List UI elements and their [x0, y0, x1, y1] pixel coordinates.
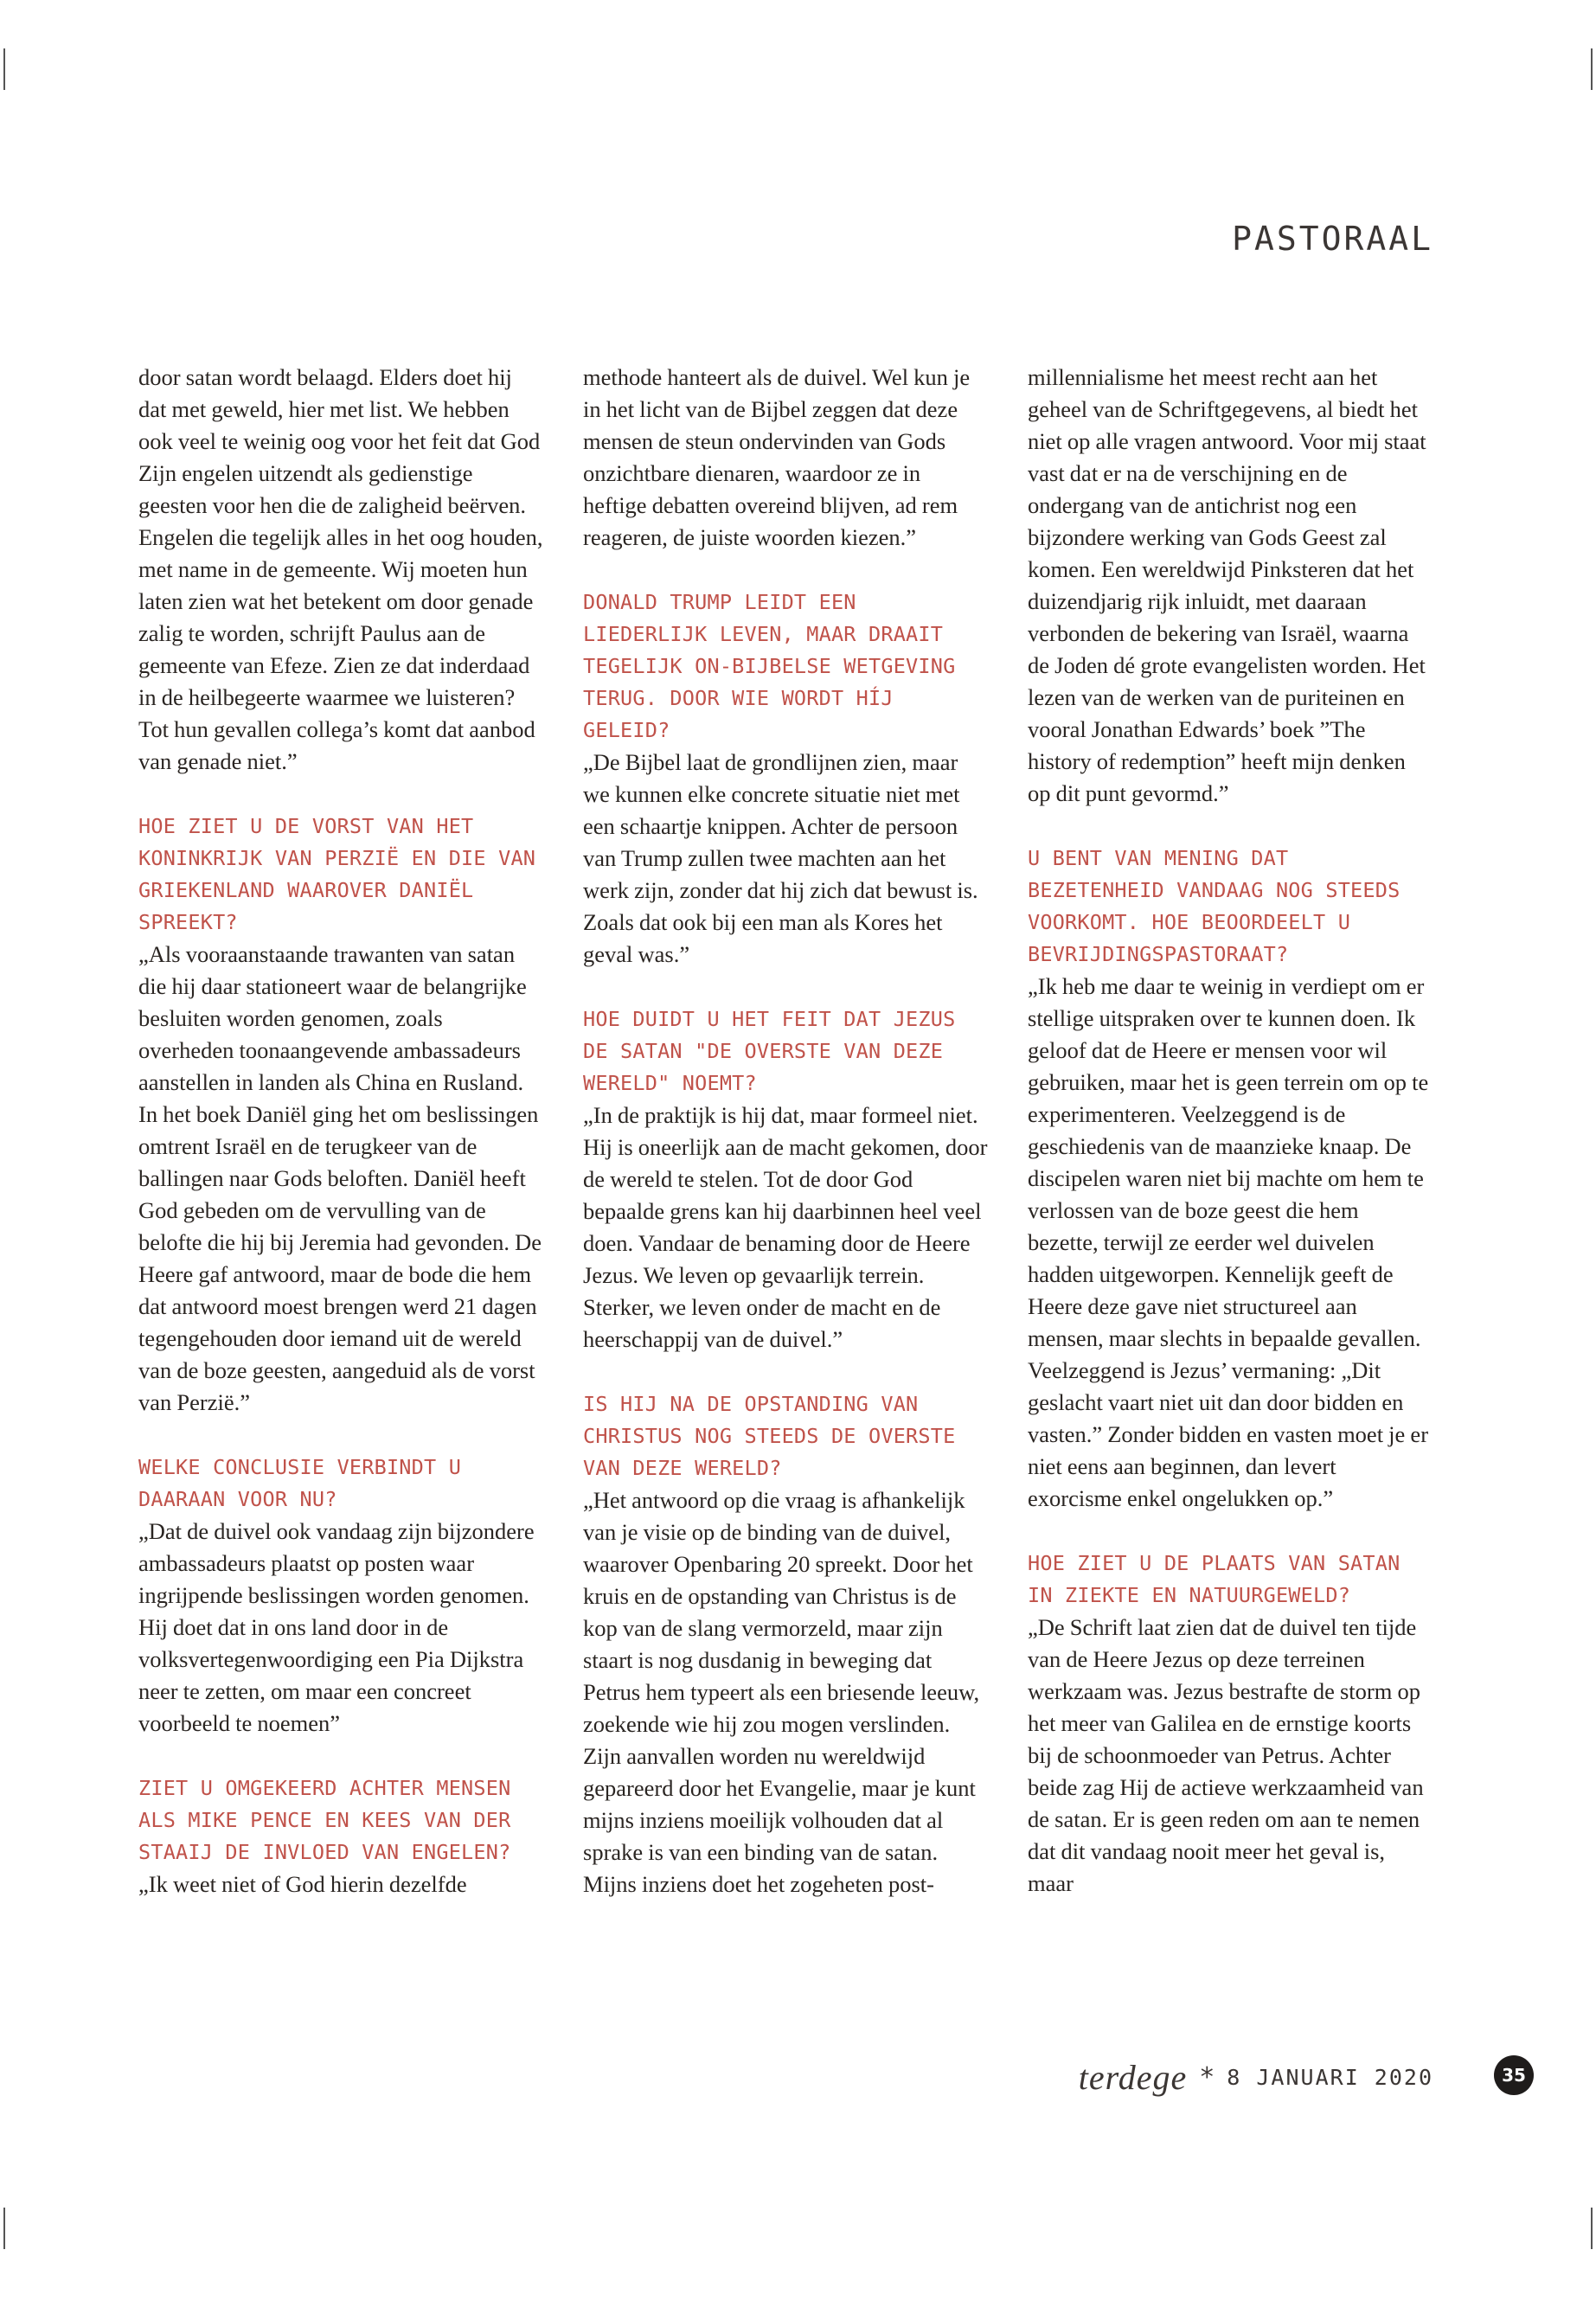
interview-question: U BENT VAN MENING DAT BEZETENHEID VANDAAG NOG STEEDS VOORKOMT. HOE BEOORDEELT U BEVRIJDINGSPASTORAAT?: [1028, 846, 1401, 966]
body-paragraph: door satan wordt belaagd. Elders doet hij dat met geweld, hier met list. We hebben ook veel te weinig oog voor het feit dat God Zijn engelen uitzendt als gedienstige geesten voor hen die de zaligheid beërven. Engelen die tegelijk alles in het oog houden, met name in de gemeente. Wij moeten hun laten zien wat het betekent om door genade zalig te worden, schrijft Paulus aan de gemeente van Efeze. Zien ze dat inderdaad in de heilbegeerte waarmee we luisteren? Tot hun gevallen collega’s komt dat aanbod van genade niet.”: [138, 364, 543, 774]
page-number: 35: [1494, 2055, 1534, 2095]
body-paragraph: „In de praktijk is hij dat, maar formeel niet. Hij is oneerlijk aan de macht gekomen, door de wereld te stelen. Tot de door God bepaalde grens kan hij daarbinnen heel veel doen. Vandaar de benaming door de Heere Jezus. We leven op gevaarlijk terrein. Sterker, we leven onder de macht en de heerschappij van de duivel.”: [583, 1102, 988, 1352]
body-paragraph: „Het antwoord op die vraag is afhankelijk van je visie op de binding van de duivel, waarover Openbaring 20 spreekt. Door het kruis en de opstanding van Christus is de kop van de slang vermorzeld, maar zijn staart is nog dusdanig in beweging dat Petrus hem typeert als een briesende leeuw, zoekende wie hij zou mogen verslinden. Zijn aanvallen worden nu wereldwijd gepareerd door het Evangelie, maar je kunt mijns inziens moeilijk volhouden dat al sprake is van een binding van de satan. Mijns inziens doet het zogeheten post-: [583, 1487, 980, 1897]
magazine-logo: terdege: [1078, 2058, 1188, 2097]
section-label: PASTORAAL: [1232, 220, 1433, 258]
body-paragraph: „De Schrift laat zien dat de duivel ten tijde van de Heere Jezus op deze terreinen werkzaam was. Jezus bestrafte de storm op het meer van Galilea en de ernstige koorts bij de schoonmoeder van Petrus. Achter beide zag Hij de actieve werkzaamheid van de satan. Er is geen reden om aan te nemen dat dit vandaag nooit meer het geval is, maar: [1028, 1614, 1424, 1896]
interview-question: HOE DUIDT U HET FEIT DAT JEZUS DE SATAN "DE OVERSTE VAN DEZE WERELD" NOEMT?: [583, 1007, 956, 1095]
interview-question: DONALD TRUMP LEIDT EEN LIEDERLIJK LEVEN, MAAR DRAAIT TEGELIJK ON-BIJBELSE WETGEVING TERUG. DOOR WIE WORDT HÍJ GELEID?: [583, 590, 956, 742]
footer: [1079, 2057, 1433, 2098]
issue-date: 8 JANUARI 2020: [1227, 2065, 1433, 2090]
column-3: [1028, 362, 1433, 1900]
column-2: [583, 362, 988, 1900]
body-paragraph: „Ik heb me daar te weinig in verdiept om er stellige uitspraken over te kunnen doen. Ik geloof dat de Heere er mensen voor wil gebruiken, maar het is geen terrein om op te experimenteren. Veelzeggend is de geschiedenis van de maanzieke knaap. De discipelen waren niet bij machte om hem te verlossen van de boze geest die hem bezette, terwijl ze eerder wel duivelen hadden uitgeworpen. Kennelijk geeft de Heere deze gave niet structureel aan mensen, maar slechts in bepaalde gevallen. Veelzeggend is Jezus’ vermaning: „Dit geslacht vaart niet uit dan door bidden en vasten.” Zonder bidden en vasten moet je er niet eens aan beginnen, dan levert exorcisme enkel ongelukken op.”: [1028, 973, 1429, 1511]
interview-question: ZIET U OMGEKEERD ACHTER MENSEN ALS MIKE PENCE EN KEES VAN DER STAAIJ DE INVLOED VAN ENGELEN?: [138, 1776, 511, 1864]
body-paragraph: „Als vooraanstaande trawanten van satan die hij daar stationeert waar de belangrijke besluiten worden genomen, zoals overheden toonaangevende ambassadeurs aanstellen in landen als China en Rusland. In het boek Daniël ging het om beslissingen omtrent Israël en de terugkeer van de ballingen naar Gods beloften. Daniël heeft God gebeden om de vervulling van de belofte die hij bij Jeremia had gevonden. De Heere gaf antwoord, maar de bode die hem dat antwoord moest brengen werd 21 dagen tegengehouden door iemand uit de wereld van de boze geesten, aangeduid als de vorst van Perzië.”: [138, 941, 542, 1415]
column-1: [138, 362, 543, 1900]
body-paragraph: methode hanteert als de duivel. Wel kun je in het licht van de Bijbel zeggen dat deze mensen de steun ondervinden van Gods onzichtbare dienaren, waardoor ze in heftige debatten overeind blijven, ad rem reageren, de juiste woorden kiezen.”: [583, 364, 971, 550]
body-paragraph: „De Bijbel laat de grondlijnen zien, maar we kunnen elke concrete situatie niet met een schaartje knippen. Achter de persoon van Trump zullen twee machten aan het werk zijn, zonder dat hij zich dat bewust is. Zoals dat ook bij een man als Kores het geval was.”: [583, 749, 978, 967]
interview-question: HOE ZIET U DE VORST VAN HET KONINKRIJK VAN PERZIË EN DIE VAN GRIEKENLAND WAAROVER DANIËL SPREEKT?: [138, 814, 536, 934]
crop-mark-bottom-right: [1591, 2208, 1593, 2249]
crop-mark-bottom-left: [3, 2208, 5, 2249]
interview-question: WELKE CONCLUSIE VERBINDT U DAARAAN VOOR NU?: [138, 1455, 462, 1511]
article-body: [138, 362, 1436, 2031]
interview-question: IS HIJ NA DE OPSTANDING VAN CHRISTUS NOG STEEDS DE OVERSTE VAN DEZE WERELD?: [583, 1392, 956, 1480]
body-paragraph: millennialisme het meest recht aan het geheel van de Schriftgegevens, al biedt het niet op alle vragen antwoord. Voor mij staat vast dat er na de verschijning en de ondergang van de antichrist nog een bijzondere werking van Gods Geest zal komen. Een wereldwijd Pinksteren dat het duizendjarig rijk inluidt, met daaraan verbonden de bekering van Israël, waarna de Joden dé grote evangelisten worden. Het lezen van de werken van de puriteinen en vooral Jonathan Edwards’ boek ”The history of redemption” heeft mijn denken op dit punt gevormd.”: [1028, 364, 1426, 806]
separator-asterisk: *: [1199, 2062, 1215, 2093]
crop-mark-top-left: [3, 48, 5, 90]
crop-mark-top-right: [1591, 48, 1593, 90]
body-paragraph: „Dat de duivel ook vandaag zijn bijzondere ambassadeurs plaatst op posten waar ingrijpende beslissingen worden genomen. Hij doet dat in ons land door in de volksvertegenwoordiging een Pia Dijkstra neer te zetten, om maar een concreet voorbeeld te noemen”: [138, 1518, 535, 1736]
interview-question: HOE ZIET U DE PLAATS VAN SATAN IN ZIEKTE EN NATUURGEWELD?: [1028, 1551, 1401, 1607]
body-paragraph: „Ik weet niet of God hierin dezelfde: [138, 1871, 467, 1897]
